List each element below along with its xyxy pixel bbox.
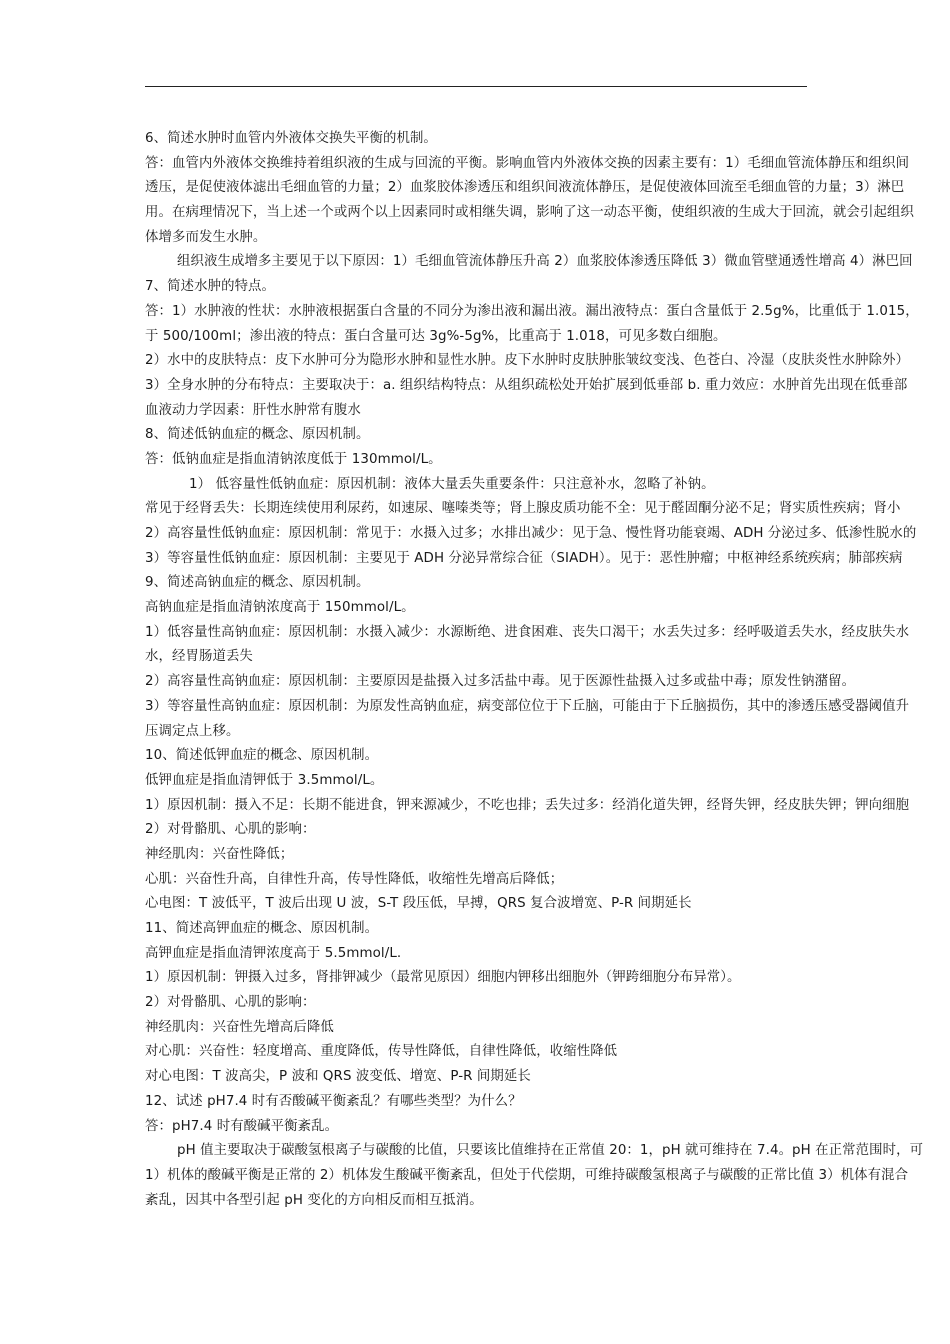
text-line: 答：1）水肿液的性状：水肿液根据蛋白含量的不同分为渗出液和漏出液。漏出液特点：蛋白含量低于 2.5g%，比重低于 1.015， [145, 303, 919, 319]
text-line: 组织液生成增多主要见于以下原因：1）毛细血管流体静压升高 2）血浆胶体渗透压降低 3）微血管壁通透性增高 4）淋巴回 [177, 254, 913, 270]
text-line: 心肌：兴奋性升高，自律性升高，传导性降低，收缩性先增高后降低； [145, 871, 564, 887]
text-line: 11、简述高钾血症的概念、原因机制。 [145, 921, 379, 936]
text-line: 答：低钠血症是指血清钠浓度低于 130mmol/L。 [145, 451, 442, 467]
text-line: 常见于经肾丢失：长期连续使用利尿药，如速尿、噻嗪类等；肾上腺皮质功能不全：见于醛固酮分泌不足；肾实质性疾病；肾小 [145, 501, 901, 517]
text-line: 7、简述水肿的特点。 [145, 279, 276, 295]
text-line: 3）全身水肿的分布特点：主要取决于：a. 组织结构特点：从组织疏松处开始扩展到低垂部 b. 重力效应：水肿首先出现在低垂部 [145, 377, 908, 393]
text-line: 水，经胃肠道丢失 [145, 649, 253, 665]
text-line: 透压，是促使液体滤出毛细血管的力量；2）血浆胶体渗透压和组织间液流体静压，是促使液体回流至毛细血管的力量；3）淋巴 [145, 180, 905, 196]
text-line: 压调定点上移。 [145, 723, 240, 739]
text-line: 神经肌肉：兴奋性先增高后降低 [145, 1019, 334, 1035]
text-line: 2）水中的皮肤特点：皮下水肿可分为隐形水肿和显性水肿。皮下水肿时皮肤肿胀皱纹变浅、色苍白、冷湿（皮肤炎性水肿除外） [145, 353, 910, 369]
text-line: 紊乱，因其中各型引起 pH 变化的方向相反而相互抵消。 [145, 1192, 483, 1208]
text-line: 对心电图：T 波高尖，P 波和 QRS 波变低、增宽、P-R 间期延长 [145, 1069, 531, 1085]
text-line: 1）原因机制：钾摄入过多，肾排钾减少（最常见原因）细胞内钾移出细胞外（钾跨细胞分布异常）。 [145, 970, 741, 986]
text-line: 2）高容量性低钠血症：原因机制：常见于：水摄入过多；水排出减少：见于急、慢性肾功能衰竭、ADH 分泌过多、低渗性脱水的 [145, 526, 917, 541]
text-line: 于 500/100ml；渗出液的特点：蛋白含量可达 3g%-5g%，比重高于 1.018，可见多数白细胞。 [145, 328, 727, 344]
text-line: 血液动力学因素：肝性水肿常有腹水 [145, 402, 361, 418]
text-line: 8、简述低钠血症的概念、原因机制。 [145, 427, 370, 443]
text-line: 9、简述高钠血症的概念、原因机制。 [145, 575, 370, 591]
text-line: 2）高容量性高钠血症：原因机制：主要原因是盐摄入过多活盐中毒。见于医源性盐摄入过多或盐中毒；原发性钠潴留。 [145, 674, 856, 690]
text-line: 1） 低容量性低钠血症：原因机制：液体大量丢失重要条件：只注意补水，忽略了补钠。 [189, 476, 715, 492]
text-line: 6、简述水肿时血管内外液体交换失平衡的机制。 [145, 131, 437, 146]
text-line: 高钾血症是指血清钾浓度高于 5.5mmol/L. [145, 945, 402, 961]
text-line: 答：血管内外液体交换维持着组织液的生成与回流的平衡。影响血管内外液体交换的因素主要有：1）毛细血管流体静压和组织间 [145, 155, 910, 171]
text-line: pH 值主要取决于碳酸氢根离子与碳酸的比值，只要该比值维持在正常值 20：1，pH 就可维持在 7.4。pH 在正常范围时，可 [177, 1143, 924, 1159]
text-line: 1）原因机制：摄入不足：长期不能进食，钾来源减少，不吃也排；丢失过多：经消化道失钾，经肾失钾，经皮肤失钾；钾向细胞 [145, 797, 910, 813]
text-line: 心电图：T 波低平，T 波后出现 U 波，S-T 段压低，早搏，QRS 复合波增宽、P-R 间期延长 [145, 896, 692, 912]
text-line: 10、简述低钾血症的概念、原因机制。 [145, 748, 379, 764]
text-line: 对心肌：兴奋性：轻度增高、重度降低，传导性降低，自律性降低，收缩性降低 [145, 1044, 618, 1060]
text-line: 3）等容量性低钠血症：原因机制：主要见于 ADH 分泌异常综合征（SIADH）。见于：恶性肿瘤；中枢神经系统疾病；肺部疾病 [145, 550, 903, 566]
text-line: 2）对骨骼肌、心肌的影响： [145, 995, 316, 1011]
text-line: 1）机体的酸碱平衡是正常的 2）机体发生酸碱平衡紊乱，但处于代偿期，可维持碳酸氢根离子与碳酸的正常比值 3）机体有混合 [145, 1167, 909, 1183]
text-line: 1）低容量性高钠血症：原因机制：水摄入减少：水源断绝、进食困难、丧失口渴干；水丢失过多：经呼吸道丢失水，经皮肤失水 [145, 624, 910, 640]
header-rule [145, 86, 807, 87]
text-line: 体增多而发生水肿。 [145, 229, 267, 245]
text-line: 答：pH7.4 时有酸碱平衡紊乱。 [145, 1118, 339, 1134]
text-line: 用。在病理情况下，当上述一个或两个以上因素同时或相继失调，影响了这一动态平衡，使组织液的生成大于回流，就会引起组织 [145, 205, 914, 221]
text-line: 低钾血症是指血清钾低于 3.5mmol/L。 [145, 772, 384, 788]
text-line: 12、试述 pH7.4 时有否酸碱平衡紊乱？有哪些类型？为什么？ [145, 1093, 522, 1109]
text-line: 2）对骨骼肌、心肌的影响： [145, 822, 316, 838]
document-body [145, 127, 950, 1213]
text-line: 神经肌肉：兴奋性降低； [145, 846, 294, 862]
text-line: 3）等容量性高钠血症：原因机制：为原发性高钠血症，病变部位位于下丘脑，可能由于下丘脑损伤，其中的渗透压感受器阈值升 [145, 698, 910, 714]
text-line: 高钠血症是指血清钠浓度高于 150mmol/L。 [145, 600, 415, 616]
